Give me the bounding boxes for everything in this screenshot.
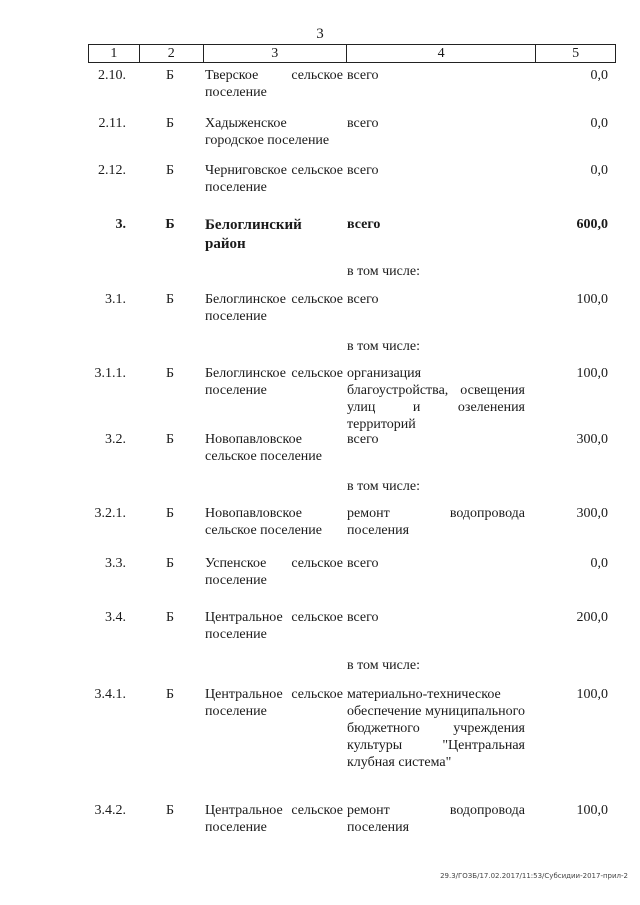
row-number: 3.4. [105,610,126,625]
row-name: Успенское сельское поселение [205,556,343,588]
row-category: Б [165,506,175,521]
page-number: 3 [316,26,324,42]
row-name: Белоглинское сельское поселение [205,366,343,398]
header-col-5: 5 [535,45,615,62]
row-amount: 100,0 [576,687,608,702]
subheading: в том числе: [347,658,420,673]
row-description: всего [347,556,379,571]
row-amount: 0,0 [590,116,608,131]
table-row [88,555,616,615]
row-category: Б [165,68,175,83]
row-amount: 0,0 [590,556,608,571]
row-description: ремонт водопровода поселения [347,506,525,538]
row-name: Центральное сельское поселение [205,687,343,719]
table-row [88,365,616,432]
row-name: Белоглинское сельское поселение [205,292,343,324]
row-description: всего [347,292,379,307]
table-row [88,162,616,222]
row-description: всего [347,217,381,232]
row-category: Б [165,116,175,131]
row-name: Новопавловское сельское поселение [205,506,322,538]
row-number: 3. [115,217,126,232]
row-amount: 600,0 [576,217,608,232]
row-description: всего [347,432,379,447]
table-header [88,44,616,63]
row-number: 3.3. [105,556,126,571]
row-amount: 100,0 [576,366,608,381]
subheading: в том числе: [347,479,420,494]
row-description: всего [347,610,379,625]
row-amount: 0,0 [590,68,608,83]
row-amount: 300,0 [576,506,608,521]
table-row [88,686,616,776]
row-number: 2.12. [98,163,126,178]
row-name: Хадыженское городское поселение [205,116,330,148]
row-number: 3.2.1. [94,506,126,521]
header-col-2: 2 [139,45,203,62]
row-number: 3.4.2. [94,803,126,818]
subheading: в том числе: [347,264,420,279]
header-col-1: 1 [110,46,118,61]
row-name: Центральное сельское поселение [205,610,343,642]
row-amount: 100,0 [576,803,608,818]
header-col-3: 3 [203,45,346,62]
row-number: 3.1.1. [94,366,126,381]
row-name: Новопавловское сельское поселение [205,432,322,464]
subheading: в том числе: [347,339,420,354]
row-category: Б [165,803,175,818]
row-category: Б [165,292,175,307]
row-number: 3.1. [105,292,126,307]
row-description: материально-техническое обеспечение муниципального бюджетного учреждения культуры "Центральная клубная система" [347,687,525,770]
row-category: Б [165,163,175,178]
row-number: 3.4.1. [94,687,126,702]
row-number: 2.10. [98,68,126,83]
row-category: Б [165,366,175,381]
row-number: 2.11. [98,116,126,131]
row-description: всего [347,116,379,131]
table-row [88,802,616,862]
row-description: организация благоустройства, освещения улиц и озеленения территорий [347,366,525,432]
row-description: всего [347,68,379,83]
header-col-4: 4 [346,45,535,62]
row-category: Б [165,217,175,232]
row-amount: 300,0 [576,432,608,447]
row-category: Б [165,556,175,571]
row-amount: 200,0 [576,610,608,625]
row-name: Тверское сельское поселение [205,68,343,100]
row-category: Б [165,432,175,447]
row-category: Б [165,687,175,702]
document-footer-code: 29.3/ГОЗБ/17.02.2017/11:53/Субсидии-2017-прил-2 [440,872,628,880]
row-number: 3.2. [105,432,126,447]
row-description: ремонт водопровода поселения [347,803,525,835]
row-category: Б [165,610,175,625]
row-name: Белоглинский район [205,217,302,252]
row-amount: 100,0 [576,292,608,307]
row-name: Центральное сельское поселение [205,803,343,835]
row-name: Черниговское сельское поселение [205,163,343,195]
row-amount: 0,0 [590,163,608,178]
row-description: всего [347,163,379,178]
